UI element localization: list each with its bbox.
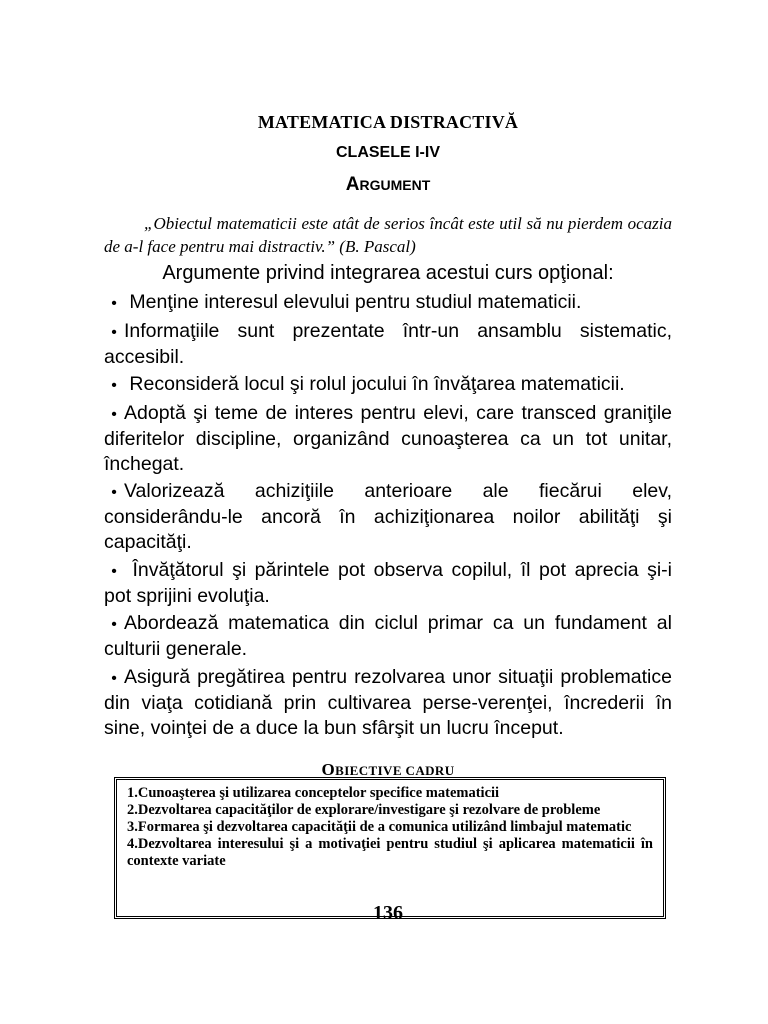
epigraph-quote: „Obiectul matematicii este atât de serios încât este util să nu pierdem ocazia de a-l face pentru mai distractiv.” (B. Pascal) — [104, 214, 672, 256]
page-title: MATEMATICA DISTRACTIVĂ — [257, 112, 519, 132]
objectives-initial: O — [321, 760, 336, 779]
list-item — [104, 401, 672, 477]
objectives-rest: BIECTIVE CADRU — [335, 763, 455, 778]
argument-rest: RGUMENT — [359, 177, 431, 193]
list-item — [104, 290, 672, 316]
list-item-text: Valorizează achiziţiile anterioare ale fiecărui elev, considerându-le ancoră în achiziţionarea noilor abilităţi şi capacităţi. — [104, 480, 672, 553]
objectives-box — [114, 777, 666, 919]
list-item-text: Reconsideră locul şi rolul jocului în învăţarea matematicii. — [129, 373, 625, 395]
objective-item: 3.Formarea şi dezvoltarea capacităţii de a comunica utilizând limbajul matematic — [127, 819, 632, 835]
page-number: 136 — [373, 902, 403, 924]
objective-item: 1.Cunoaşterea şi utilizarea conceptelor specifice matematicii — [127, 785, 500, 801]
argument-initial: A — [345, 174, 360, 195]
bullet-icon: • — [111, 484, 117, 501]
list-item-text: Asigură pregătirea pentru rezolvarea unor situaţii problematice din viaţa cotidiană prin cultivarea perse-verenţei, încrederii în sine, voinţei de a duce la bun sfârşit un lucru început. — [104, 665, 672, 739]
page-subtitle: CLASELE I-IV — [335, 144, 440, 161]
document-page — [104, 0, 672, 1024]
arguments-intro: Argumente privind integrarea acestui curs opţional: — [162, 262, 614, 284]
list-item — [104, 558, 672, 609]
bullet-icon: • — [111, 323, 117, 341]
bullet-icon: • — [111, 616, 117, 633]
list-item — [104, 319, 672, 370]
list-item-text: Abordează matematica din ciclul primar ca un fundament al culturii generale. — [104, 612, 672, 660]
list-item — [104, 372, 672, 398]
bullet-icon: • — [111, 405, 117, 423]
bullet-icon: • — [111, 562, 117, 580]
bullet-icon: • — [111, 377, 117, 394]
objective-item: 2.Dezvoltarea capacităţilor de explorare/investigare şi rezolvare de probleme — [127, 802, 601, 818]
list-item — [104, 611, 672, 662]
list-item-text: Informaţiile sunt prezentate într-un ansamblu sistematic, accesibil. — [104, 319, 672, 368]
list-item-text: Adoptă şi teme de interes pentru elevi, care transced graniţile diferitelor discipline, organizând cunoaşterea ca un tot unitar, închegat. — [104, 401, 672, 475]
arguments-list — [104, 290, 672, 743]
list-item-text: Învăţătorul şi părintele pot observa copilul, îl pot aprecia şi-i pot sprijini evoluţia. — [104, 558, 672, 607]
list-item — [104, 665, 672, 741]
list-item-text: Menţine interesul elevului pentru studiul matematicii. — [129, 291, 582, 313]
objective-item: 4.Dezvoltarea interesului şi a motivaţiei pentru studiul şi aplicarea matematicii în contexte variate — [127, 836, 653, 869]
bullet-icon: • — [111, 669, 117, 687]
section-heading-argument — [104, 174, 672, 196]
list-item — [104, 479, 672, 555]
bullet-icon: • — [111, 295, 117, 312]
